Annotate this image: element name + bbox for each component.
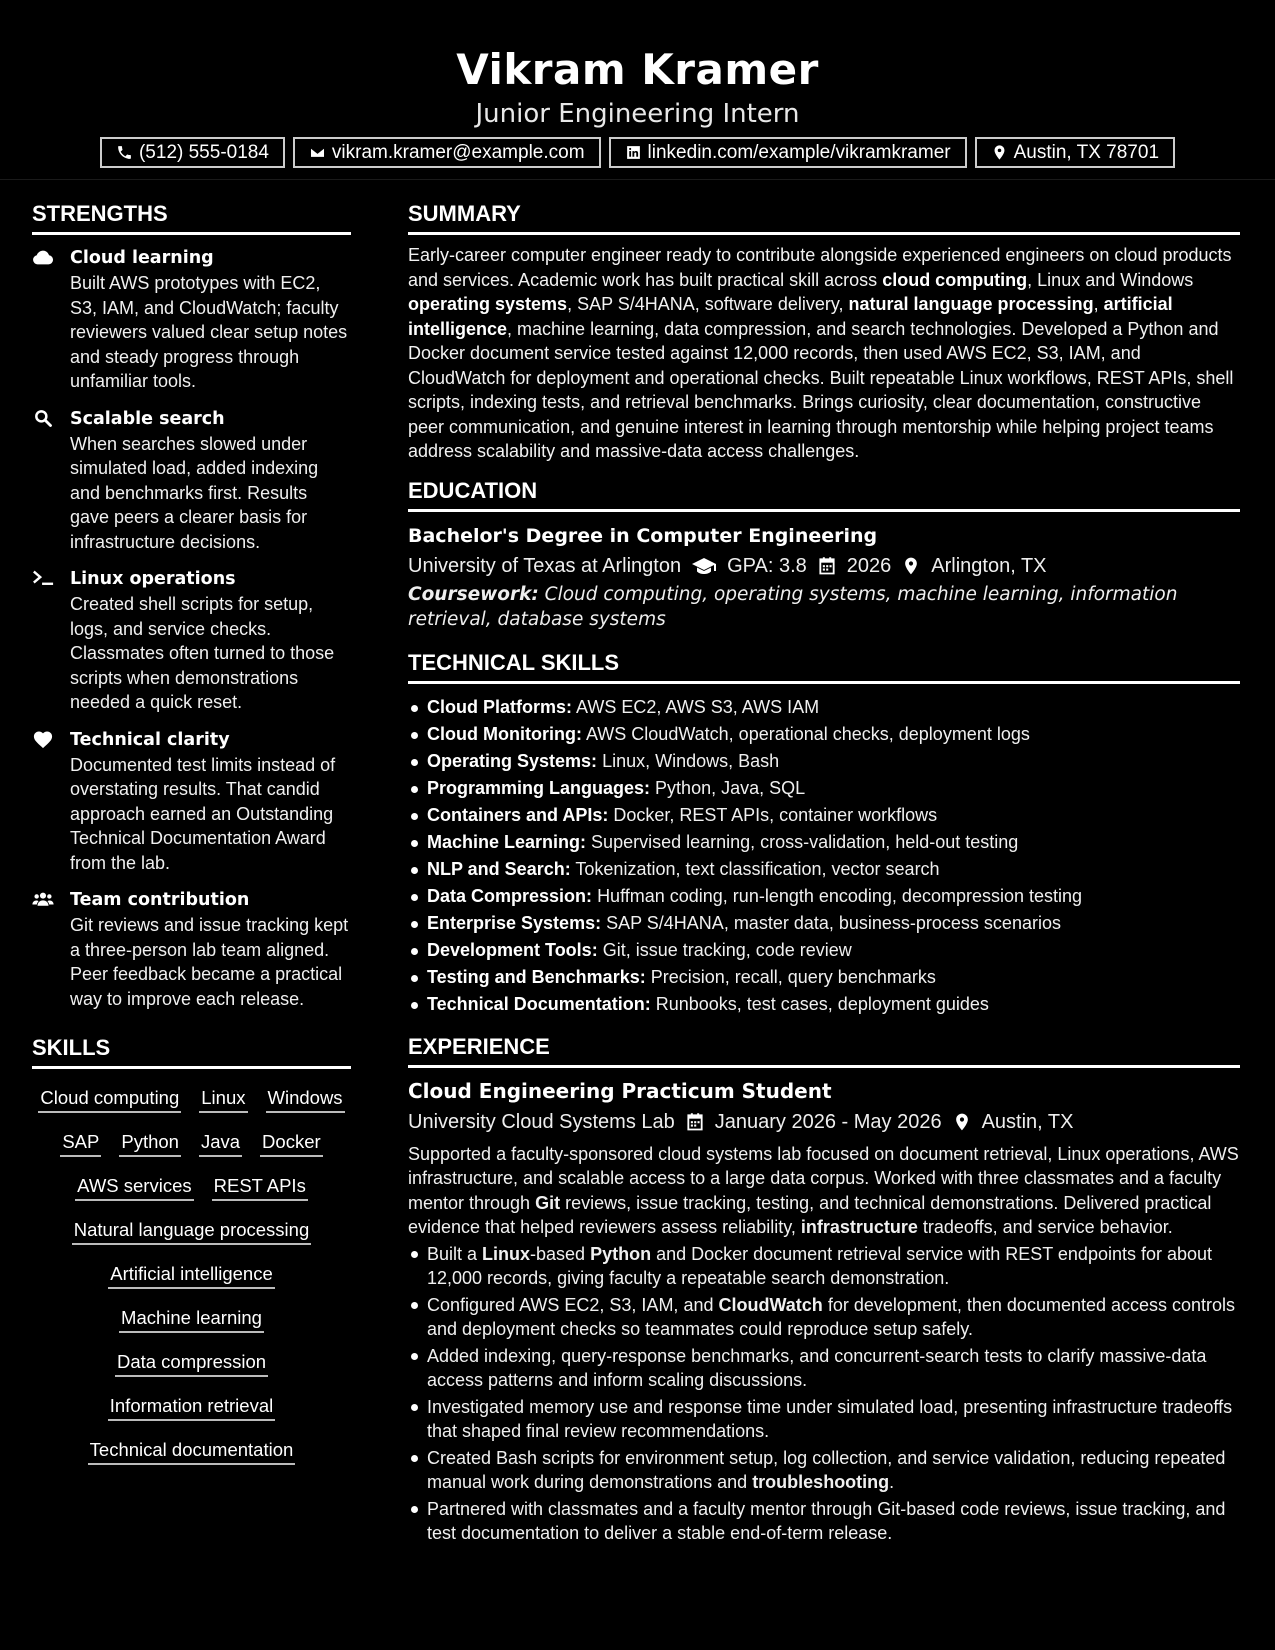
skill-tag: Natural language processing: [72, 1217, 312, 1245]
job-org: University Cloud Systems Lab: [408, 1110, 675, 1133]
skill-tag: SAP: [60, 1129, 101, 1157]
email-text: vikram.kramer@example.com: [331, 141, 585, 163]
skills-cloud: [32, 1085, 351, 1465]
contact-linkedin[interactable]: [609, 137, 967, 168]
list-item: Cloud Platforms: AWS EC2, AWS S3, AWS IAM: [408, 694, 1240, 721]
list-item: Investigated memory use and response time under simulated load, presenting infrastructure tradeoffs that shaped final review recommendations.: [408, 1395, 1240, 1444]
skill-tag: Windows: [266, 1085, 345, 1113]
list-item: Enterprise Systems: SAP S/4HANA, master data, business-process scenarios: [408, 910, 1240, 937]
strength-desc: Created shell scripts for setup, logs, and service checks. Classmates often turned to those scripts when demonstrations needed a quick reset.: [70, 594, 335, 712]
strength-desc: Documented test limits instead of overstating results. That candid approach earned an Outstanding Technical Documentation Award from the lab.: [70, 754, 336, 873]
contact-phone[interactable]: [100, 137, 285, 168]
summary-heading: SUMMARY: [408, 197, 1240, 235]
left-column: [32, 197, 351, 1465]
job-description: Supported a faculty-sponsored cloud systems lab focused on document retrieval, Linux operations, AWS infrastructure, and scalable access to a large data corpus. Worked with three classmates and a faculty mentor through Git reviews, issue tracking, testing, and technical demonstrations. Delivered practical evidence that helped reviewers assess reliability, infrastructure tradeoffs, and service behavior.: [408, 1143, 1239, 1237]
job-title: Cloud Engineering Practicum Student: [408, 1078, 832, 1103]
skill-tag: Artificial intelligence: [108, 1261, 274, 1289]
technical-skills-heading: TECHNICAL SKILLS: [408, 646, 1240, 684]
graduation-year: 2026: [846, 554, 892, 577]
skill-tag: Docker: [260, 1129, 323, 1157]
education-meta: [408, 550, 1240, 582]
strength-item: [32, 887, 351, 1011]
strength-desc: Built AWS prototypes with EC2, S3, IAM, and CloudWatch; faculty reviewers valued clear setup notes and steady progress through unfamiliar tools.: [70, 273, 348, 391]
resume-header: [0, 0, 1275, 180]
map-pin-icon: [952, 1112, 972, 1132]
strength-item: [32, 245, 351, 394]
strengths-heading: STRENGTHS: [32, 197, 351, 235]
degree-title: Bachelor's Degree in Computer Engineering: [408, 524, 878, 547]
job-dates: January 2026 - May 2026: [714, 1110, 942, 1133]
list-item: Containers and APIs: Docker, REST APIs, container workflows: [408, 802, 1240, 829]
search-icon: [32, 408, 54, 428]
list-item: Cloud Monitoring: AWS CloudWatch, operational checks, deployment logs: [408, 721, 1240, 748]
summary-text: Early-career computer engineer ready to contribute alongside experienced engineers on cloud products and services. Academic work has built practical skill across cloud computing, Linux and Windows operating systems, SAP S/4HANA, software delivery, natural language processing, artificial intelligence, machine learning, data compression, and search technologies. Developed a Python and Docker document service tested against 12,000 records, then used AWS EC2, S3, IAM, and CloudWatch for deployment and operational checks. Built repeatable Linux workflows, REST APIs, shell scripts, indexing tests, and retrieval benchmarks. Brings curiosity, clear documentation, constructive peer communication, and genuine interest in learning through mentorship while helping project teams address scalability and massive-data access challenges.: [408, 245, 1234, 461]
skill-tag: Technical documentation: [88, 1437, 296, 1465]
strength-item: [32, 406, 351, 555]
graduation-cap-icon: [691, 556, 717, 576]
job-meta: [408, 1106, 1240, 1138]
phone-icon: [116, 144, 133, 161]
list-item: Configured AWS EC2, S3, IAM, and CloudWatch for development, then documented access controls and deployment checks so teammates could reproduce setup safely.: [408, 1293, 1240, 1342]
technical-skills-list: [408, 694, 1240, 1018]
list-item: Development Tools: Git, issue tracking, code review: [408, 937, 1240, 964]
list-item: Added indexing, query-response benchmarks, and concurrent-search tests to clarify massive-data access patterns and inform scaling discussions.: [408, 1344, 1240, 1393]
list-item: Created Bash scripts for environment setup, log collection, and service validation, reducing repeated manual work during demonstrations and troubleshooting.: [408, 1446, 1240, 1495]
list-item: Data Compression: Huffman coding, run-length encoding, decompression testing: [408, 883, 1240, 910]
heart-icon: [32, 729, 54, 749]
cloud-icon: [32, 247, 54, 267]
map-pin-icon: [901, 556, 921, 576]
strength-desc: Git reviews and issue tracking kept a three-person lab team aligned. Peer feedback became a practical way to improve each release.: [70, 915, 349, 1009]
list-item: Testing and Benchmarks: Precision, recall, query benchmarks: [408, 964, 1240, 991]
location-text: Austin, TX 78701: [1013, 141, 1160, 163]
skill-tag: Data compression: [115, 1349, 268, 1377]
map-pin-icon: [991, 144, 1008, 161]
skill-tag: Machine learning: [119, 1305, 264, 1333]
list-item: Partnered with classmates and a faculty mentor through Git-based code reviews, issue tracking, and test documentation to deliver a stable end-of-term release.: [408, 1497, 1240, 1546]
coursework: Coursework: Cloud computing, operating systems, machine learning, information retrieval, database systems: [408, 583, 1178, 630]
candidate-name: Vikram Kramer: [456, 45, 819, 94]
strength-title: Cloud learning: [70, 248, 214, 268]
list-item: Built a Linux-based Python and Docker document retrieval service with REST endpoints for about 12,000 records, giving faculty a repeatable search demonstration.: [408, 1242, 1240, 1291]
calendar-icon: [817, 556, 837, 576]
experience-heading: EXPERIENCE: [408, 1030, 1240, 1068]
skill-tag: Information retrieval: [108, 1393, 275, 1421]
candidate-title: Junior Engineering Intern: [475, 99, 800, 129]
education-heading: EDUCATION: [408, 474, 1240, 512]
strength-title: Linux operations: [70, 569, 236, 589]
contact-location: [975, 137, 1175, 168]
linkedin-icon: [625, 144, 642, 161]
school-location: Arlington, TX: [931, 554, 1047, 577]
skill-tag: Linux: [199, 1085, 247, 1113]
skills-heading: SKILLS: [32, 1031, 351, 1069]
list-item: Operating Systems: Linux, Windows, Bash: [408, 748, 1240, 775]
list-item: Technical Documentation: Runbooks, test cases, deployment guides: [408, 991, 1240, 1018]
skill-tag: AWS services: [75, 1173, 193, 1201]
contact-bar: [0, 137, 1275, 168]
strength-title: Technical clarity: [70, 729, 230, 750]
skill-tag: Python: [119, 1129, 181, 1157]
job-bullets: [408, 1242, 1240, 1546]
strength-title: Team contribution: [70, 890, 250, 910]
job-location: Austin, TX: [981, 1110, 1074, 1133]
linkedin-text: linkedin.com/example/vikramkramer: [647, 141, 951, 163]
skill-tag: Java: [199, 1129, 242, 1157]
terminal-icon: [32, 568, 54, 588]
strength-desc: When searches slowed under simulated load, added indexing and benchmarks first. Results gave peers a clearer basis for infrastructure decisions.: [70, 433, 319, 552]
envelope-icon: [309, 144, 326, 161]
contact-email[interactable]: [293, 137, 601, 168]
list-item: NLP and Search: Tokenization, text classification, vector search: [408, 856, 1240, 883]
gpa-text: GPA: 3.8: [727, 554, 807, 577]
right-column: [408, 197, 1240, 1548]
calendar-icon: [685, 1112, 705, 1132]
school-name: University of Texas at Arlington: [408, 554, 682, 577]
skill-tag: REST APIs: [212, 1173, 308, 1201]
strength-title: Scalable search: [70, 408, 225, 429]
strength-item: [32, 566, 351, 715]
list-item: Machine Learning: Supervised learning, cross-validation, held-out testing: [408, 829, 1240, 856]
strength-item: [32, 727, 351, 876]
users-icon: [32, 889, 54, 909]
phone-text: (512) 555-0184: [138, 141, 269, 163]
list-item: Programming Languages: Python, Java, SQL: [408, 775, 1240, 802]
skill-tag: Cloud computing: [38, 1085, 181, 1113]
